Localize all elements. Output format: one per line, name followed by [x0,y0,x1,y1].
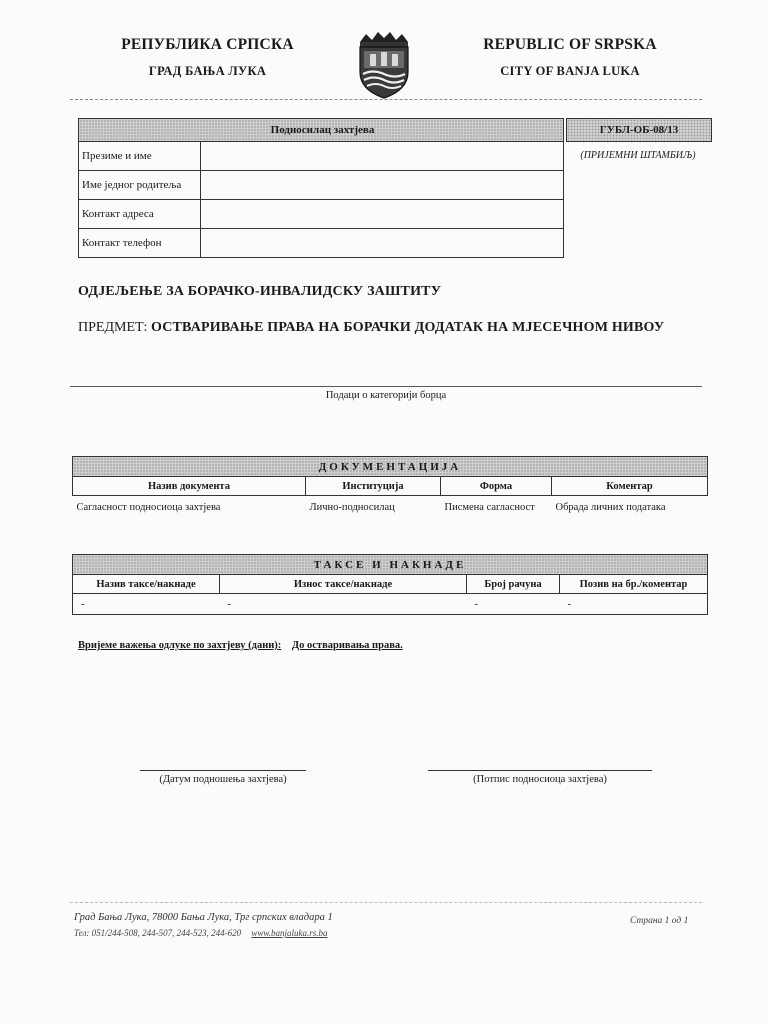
applicant-row [79,171,564,200]
footer-divider [70,902,702,903]
fees-title: ТАКСЕ И НАКНАДЕ [73,555,708,575]
documentation-title: ДОКУМЕНТАЦИЈА [73,457,708,477]
column-header: Коментар [552,477,708,496]
date-line[interactable] [140,770,306,771]
documentation-table [72,456,708,518]
table-cell: - [467,594,560,615]
applicant-table [78,118,564,258]
republic-title-latin: REPUBLIC OF SRPSKA [483,36,657,53]
column-header: Институција [306,477,441,496]
coat-of-arms-icon [352,28,416,100]
applicant-row-label: Име једног родитеља [79,171,201,200]
header-right [460,36,680,79]
city-title-cyrillic: ГРАД БАЊА ЛУКА [148,64,267,78]
table-cell: Лично-подносилац [309,501,395,513]
table-cell: - [560,594,708,615]
subject-label: ПРЕДМЕТ: [78,320,148,335]
footer-contact [74,928,327,938]
header-left [95,36,320,79]
receipt-stamp-label: (ПРИЈЕМНИ ШТАМБИЉ) [580,150,696,161]
applicant-header: Подносилац захтјева [79,119,564,142]
validity-value: До остваривања права. [291,640,403,651]
applicant-row-label: Презиме и име [79,142,201,171]
column-header: Износ таксе/накнаде [220,575,467,594]
applicant-row [79,142,564,171]
page-number: Страна 1 од 1 [630,916,689,926]
contact-address-field[interactable] [201,200,564,229]
category-rule [70,386,702,387]
subject-line [78,320,664,336]
footer-address: Град Бања Лука, 78000 Бања Лука, Трг српских владара 1 [74,912,333,923]
applicant-row-label: Контакт телефон [79,229,201,258]
table-row [73,496,708,519]
footer-phones: Тел: 051/244-508, 244-507, 244-523, 244-620 [74,928,242,938]
subject-text: ОСТВАРИВАЊЕ ПРАВА НА БОРАЧКИ ДОДАТАК НА МЈЕСЕЧНОМ НИВОУ [150,320,665,335]
city-title-latin: CITY OF BANJA LUKA [500,64,640,78]
applicant-name-field[interactable] [201,142,564,171]
table-cell: - [73,594,220,615]
form-code: ГУБЛ-ОБ-08/13 [566,118,712,142]
fees-table [72,554,708,615]
column-header: Назив таксе/накнаде [73,575,220,594]
column-header: Форма [441,477,552,496]
signature-caption: (Потпис подносиоца захтјева) [473,774,607,785]
applicant-row [79,200,564,229]
applicant-row-label: Контакт адреса [79,200,201,229]
decision-validity [78,640,411,651]
validity-label: Вријеме важења одлуке по захтјеву (дани): [78,640,282,651]
applicant-row [79,229,564,258]
table-row [73,594,708,615]
column-header: Број рачуна [467,575,560,594]
table-cell: Обрада личних података [555,501,666,513]
table-cell: Сагласност подносиоца захтјева [76,501,221,513]
column-header: Позив на бр./коментар [560,575,708,594]
table-cell: - [220,594,467,615]
republic-title-cyrillic: РЕПУБЛИКА СРПСКА [121,36,294,53]
signature-line[interactable] [428,770,652,771]
parent-name-field[interactable] [201,171,564,200]
contact-phone-field[interactable] [201,229,564,258]
column-header: Назив документа [73,477,306,496]
fighter-category-label: Подаци о категорији борца [325,390,447,401]
footer-website-link[interactable]: www.banjaluka.rs.ba [251,928,328,938]
date-caption: (Датум подношења захтјева) [159,774,287,785]
department-title: ОДЈЕЉЕЊЕ ЗА БОРАЧКО-ИНВАЛИДСКУ ЗАШТИТУ [78,284,442,299]
header-divider [70,99,702,100]
table-cell: Писмена сагласност [444,501,535,513]
